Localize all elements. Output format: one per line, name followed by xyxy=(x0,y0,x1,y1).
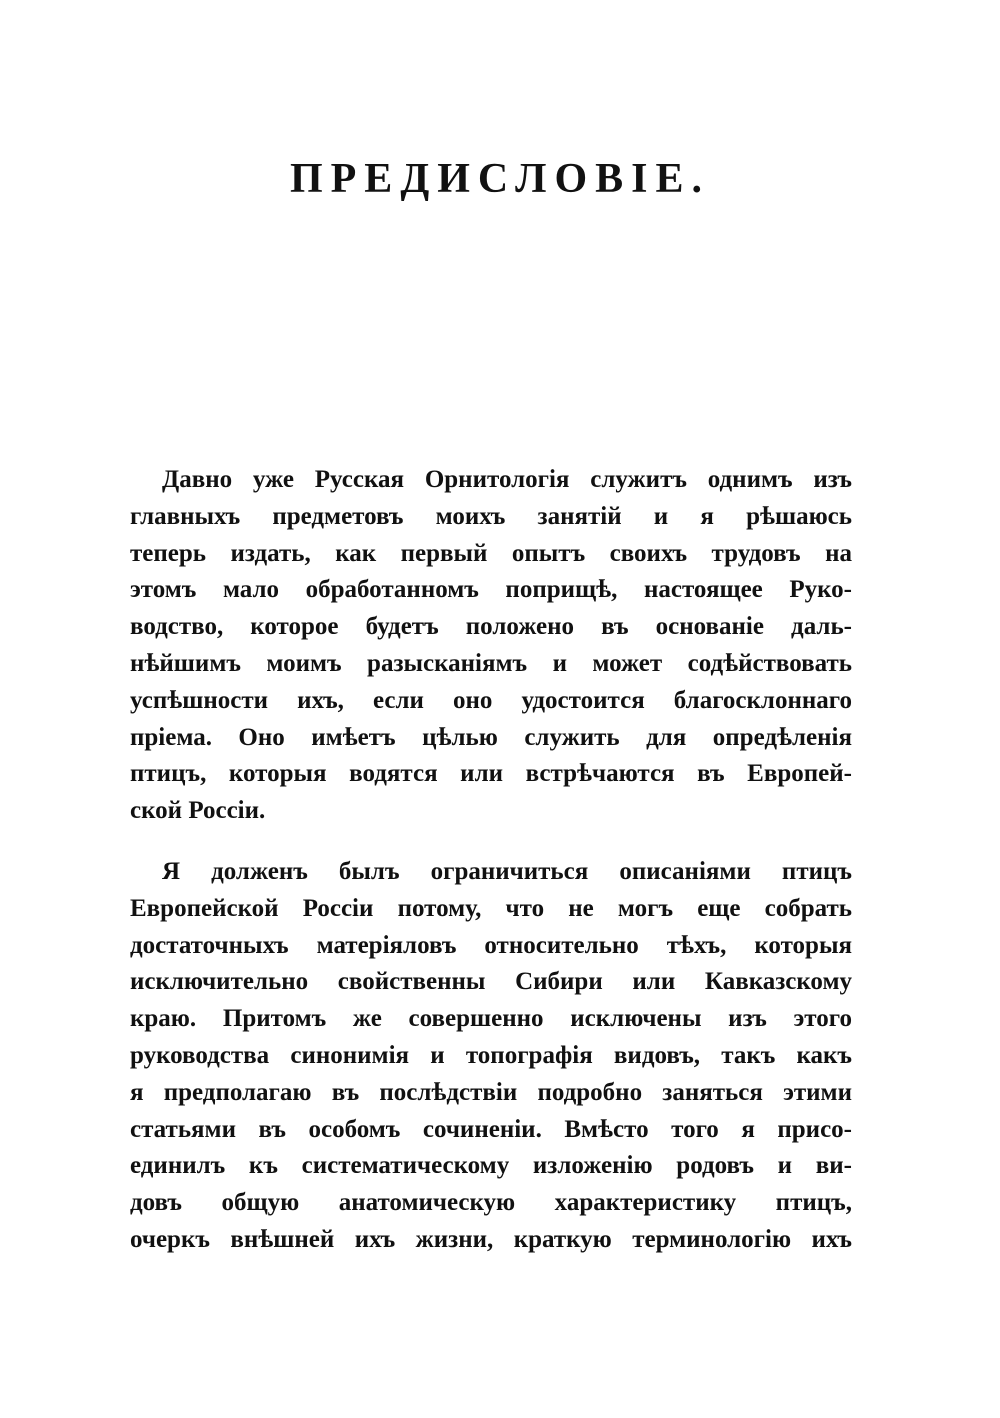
text-line: главныхъ предметовъ моихъ занятій и я рѣшаюсь xyxy=(130,502,852,530)
text-line: статьями въ особомъ сочиненіи. Вмѣсто того я присо- xyxy=(130,1115,852,1143)
text-line: очеркъ внѣшней ихъ жизни, краткую терминологію ихъ xyxy=(130,1225,852,1253)
text-line: этомъ мало обработанномъ поприщѣ, настоящее Руко- xyxy=(130,576,852,604)
text-line: довъ общую анатомическую характеристику птицъ, xyxy=(130,1189,852,1217)
paragraph-2 xyxy=(130,854,852,1259)
text-line: теперь издать, как первый опытъ своихъ трудовъ на xyxy=(130,539,852,567)
text-line: исключительно свойственны Сибири или Кавказскому xyxy=(130,968,852,996)
text-line: Я долженъ былъ ограничиться описаніями птицъ xyxy=(162,858,852,885)
paragraph-1 xyxy=(130,462,852,830)
text-line: птицъ, которыя водятся или встрѣчаются въ Европей- xyxy=(130,760,852,788)
text-line: успѣшности ихъ, если оно удостоится благосклоннаго xyxy=(130,686,852,714)
text-line: водство, которое будетъ положено въ основаніе даль- xyxy=(130,613,852,641)
text-line: Европейской Россіи потому, что не могъ еще собрать xyxy=(130,894,852,922)
page-title: ПРЕДИСЛОВІЕ. xyxy=(289,156,711,202)
text-line: нѣйшимъ моимъ разысканіямъ и может содѣйствовать xyxy=(130,649,852,677)
text-line: руководства синонимія и топографія видовъ, такъ какъ xyxy=(130,1041,852,1069)
text-line: я предполагаю въ послѣдствіи подробно заняться этими xyxy=(130,1078,852,1106)
text-line: ской Россіи. xyxy=(130,797,266,825)
text-line: пріема. Оно имѣетъ цѣлью служить для опредѣленія xyxy=(130,723,852,751)
text-line: Давно уже Русская Орнитологія служитъ однимъ изъ xyxy=(162,466,852,493)
text-line: достаточныхъ матеріяловъ относительно тѣхъ, которыя xyxy=(130,931,852,959)
text-line: единилъ къ систематическому изложенію родовъ и ви- xyxy=(130,1152,852,1180)
text-line: краю. Притомъ же совершенно исключены изъ этого xyxy=(130,1005,852,1033)
